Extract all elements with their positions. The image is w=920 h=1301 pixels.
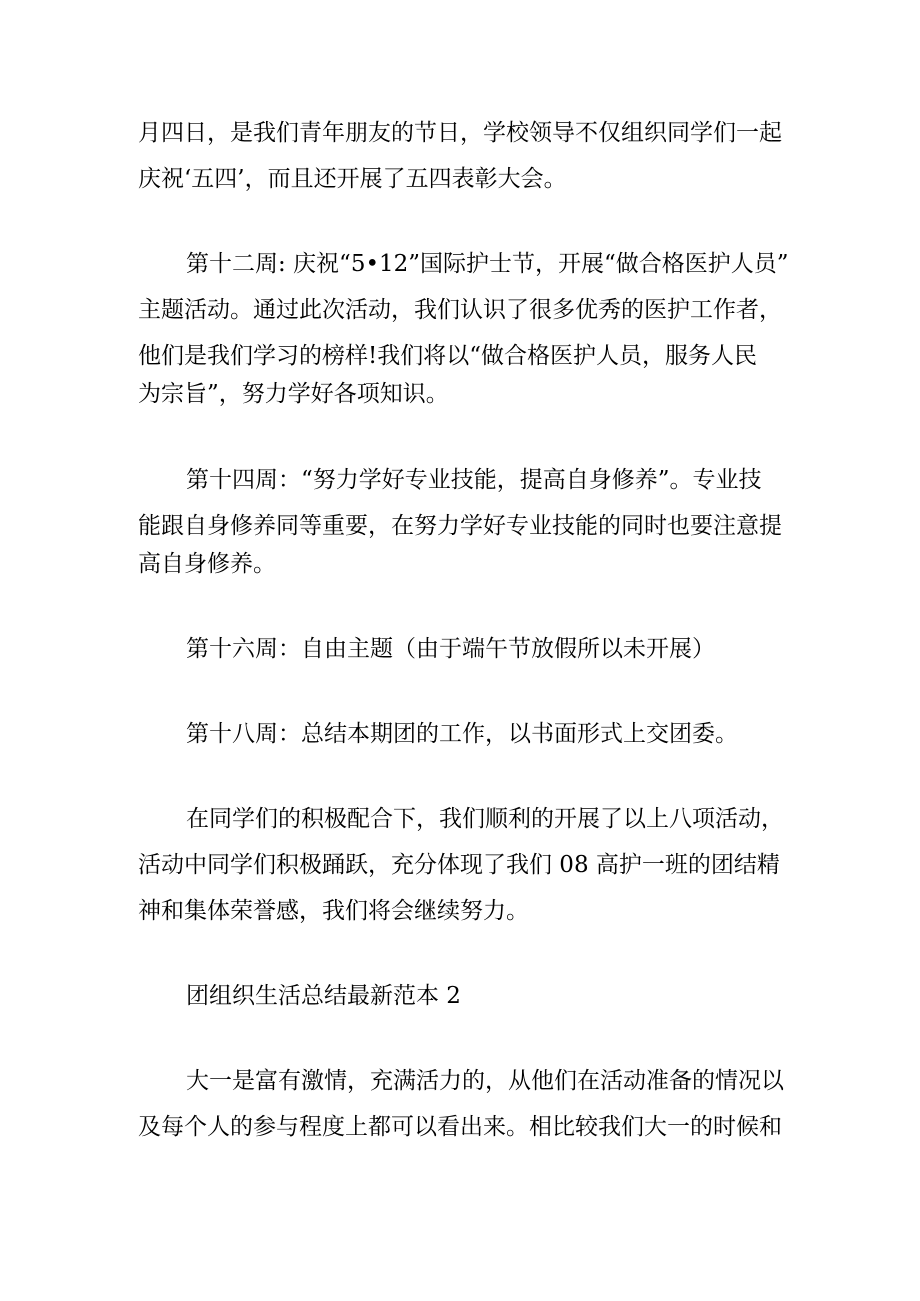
text-line: 月四日，是我们青年朋友的节日，学校领导不仅组织同学们一起: [138, 120, 782, 146]
heading-text: 团组织生活总结最新范本 2: [186, 983, 461, 1009]
text-line: 活动中同学们积极踊跃，充分体现了我们 08 高护一班的团结精: [138, 852, 780, 878]
text-line: 神和集体荣誉感，我们将会继续努力。: [138, 898, 529, 924]
text-line: 高自身修养。: [138, 551, 276, 577]
text-line: 他们是我们学习的榜样!我们将以“做合格医护人员，服务人民: [138, 343, 758, 369]
text-line: 第十六周：自由主题（由于端午节放假所以未开展）: [186, 636, 715, 662]
text-line: 第十二周: 庆祝“5•12”国际护士节，开展“做合格医护人员”: [186, 251, 789, 277]
text-line: 第十四周：“努力学好专业技能，提高自身修养”。专业技: [186, 467, 762, 493]
text-line: 主题活动。通过此次活动，我们认识了很多优秀的医护工作者，: [138, 297, 782, 323]
text-line: 为宗旨”，努力学好各项知识。: [138, 381, 449, 407]
text-line: 大一是富有激情，充满活力的，从他们在活动准备的情况以: [186, 1068, 784, 1094]
text-line: 庆祝‘五四’，而且还开展了五四表彰大会。: [138, 166, 567, 192]
text-line: 在同学们的积极配合下，我们顺利的开展了以上八项活动，: [186, 806, 784, 832]
text-line: 及每个人的参与程度上都可以看出来。相比较我们大一的时候和: [138, 1114, 782, 1140]
text-line: 能跟自身修养同等重要，在努力学好专业技能的同时也要注意提: [138, 513, 782, 539]
text-line: 第十八周：总结本期团的工作，以书面形式上交团委。: [186, 721, 738, 747]
